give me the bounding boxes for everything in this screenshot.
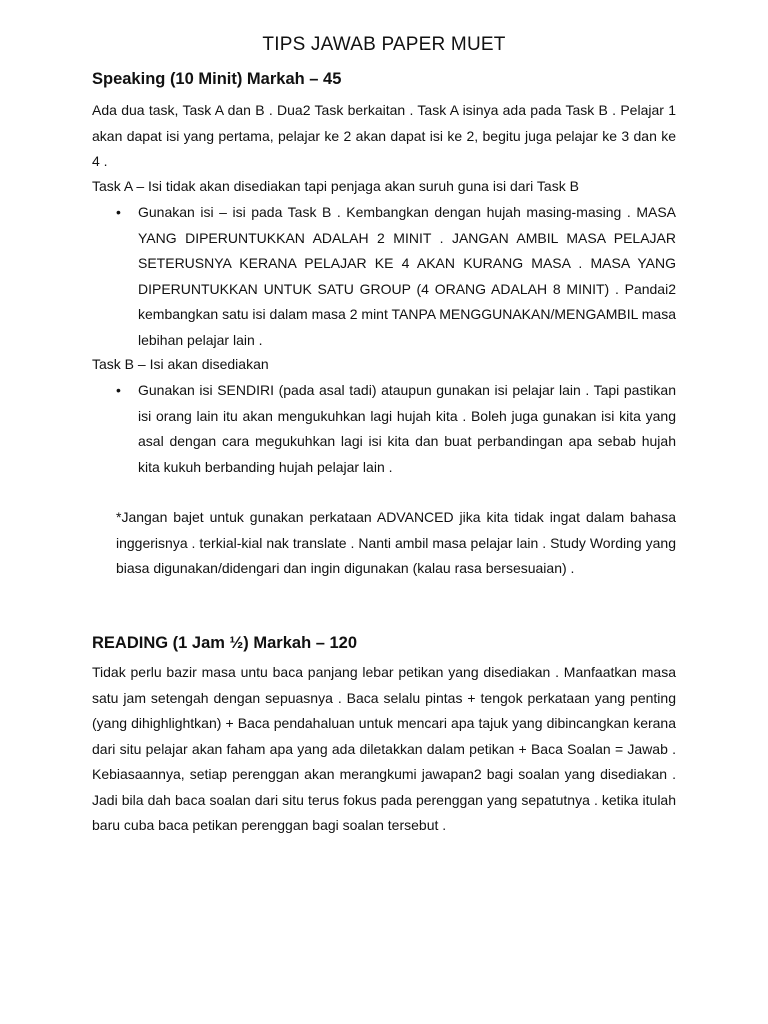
page-title: TIPS JAWAB PAPER MUET xyxy=(262,34,506,55)
speaking-note: *Jangan bajet untuk gunakan perkataan ADVANCED jika kita tidak ingat dalam bahasa inggerisnya . terkial-kial nak translate . Nanti ambil masa pelajar lain . Study Wording yang biasa digunakan/didengari dan ingin digunakan (kalau rasa bersesuaian) . xyxy=(116,509,676,576)
task-b-line: Task B – Isi akan disediakan xyxy=(92,356,269,372)
task-a-bullet-text: Gunakan isi – isi pada Task B . Kembangkan dengan hujah masing-masing . MASA YANG DIPERUNTUKKAN ADALAH 2 MINIT . JANGAN AMBIL MASA PELAJAR SETERUSNYA KERANA PELAJAR KE 4 AKAN KURANG MASA . MASA YANG DIPERUNTUKKAN UNTUK SATU GROUP (4 ORANG ADALAH 8 MINIT) . Pandai2 kembangkan satu isi dalam masa 2 mint TANPA MENGGUNAKAN/MENGAMBIL masa lebihan pelajar lain . xyxy=(138,204,676,348)
task-b-bullet-text: Gunakan isi SENDIRI (pada asal tadi) ataupun gunakan isi pelajar lain . Tapi pastikan isi orang lain itu akan mengukuhkan lagi hujah kita . Boleh juga gunakan isi kita yang asal dengan cara megukuhkan lagi isi kita dan buat perbandingan apa sebab hujah kita kukuh berbanding hujah pelajar lain . xyxy=(138,382,676,475)
bullet-icon: • xyxy=(116,382,121,398)
speaking-intro: Ada dua task, Task A dan B . Dua2 Task berkaitan . Task A isinya ada pada Task B . Pelajar 1 akan dapat isi yang pertama, pelajar ke 2 akan dapat isi ke 2, begitu juga pelajar ke 3 dan ke 4 . xyxy=(92,102,676,169)
reading-body: Tidak perlu bazir masa untu baca panjang lebar petikan yang disediakan . Manfaatkan masa satu jam setengah dengan sepuasnya . Baca selalu pintas + tengok perkataan yang penting (yang dihighlightkan) + Baca pendahaluan untuk mencari apa tajuk yang dibincangkan kerana dari situ pelajar akan faham apa yang ada diletakkan dalam petikan + Baca Soalan = Jawab . Kebiasaannya, setiap perenggan akan merangkumi jawapan2 bagi soalan yang disediakan . Jadi bila dah baca soalan dari situ terus fokus pada perenggan yang sepatutnya . ketika itulah baru cuba baca petikan perenggan bagi soalan tersebut . xyxy=(92,664,676,833)
speaking-heading: Speaking (10 Minit) Markah – 45 xyxy=(92,70,342,88)
reading-heading: READING (1 Jam ½) Markah – 120 xyxy=(92,634,358,652)
bullet-icon: • xyxy=(116,204,121,220)
task-a-line: Task A – Isi tidak akan disediakan tapi penjaga akan suruh guna isi dari Task B xyxy=(92,178,579,194)
